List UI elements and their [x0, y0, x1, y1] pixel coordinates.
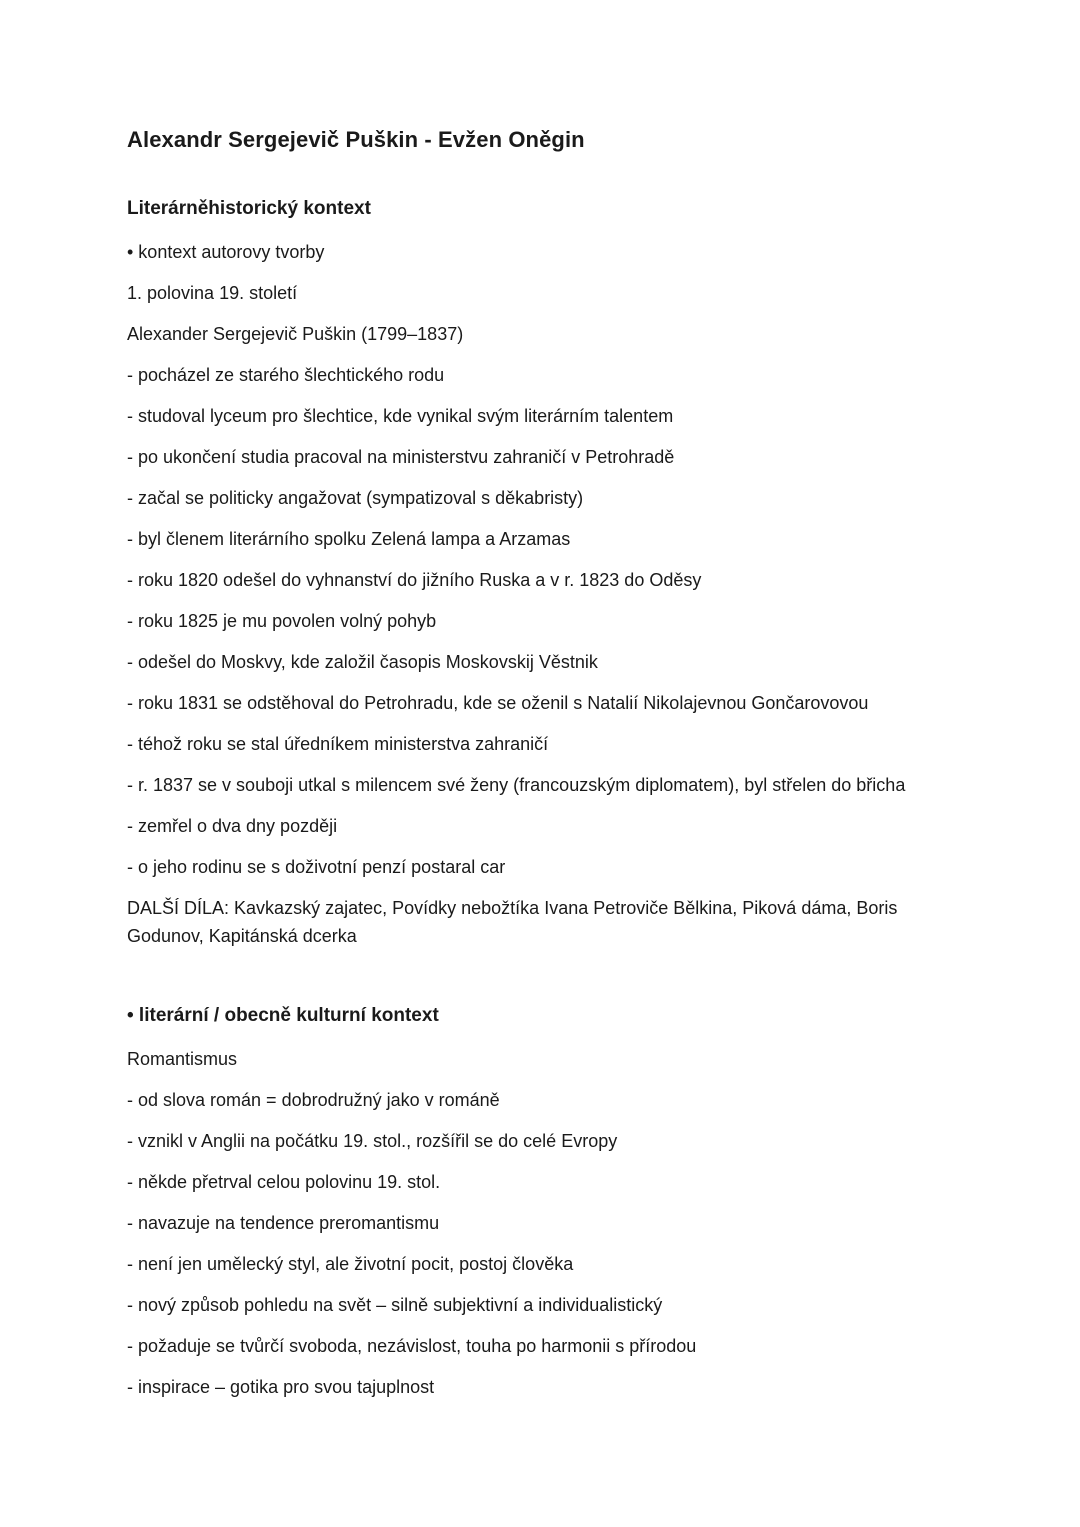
section-heading-literary-historical-context: Literárněhistorický kontext: [127, 198, 371, 219]
doc-line-official: - téhož roku se stal úředníkem ministerstva zahraničí: [127, 734, 549, 754]
doc-line-period: 1. polovina 19. století: [127, 283, 298, 303]
doc-line-england-origin: - vznikl v Anglii na počátku 19. stol., rozšířil se do celé Evropy: [127, 1131, 618, 1151]
doc-line-exile-1820: - roku 1820 odešel do vyhnanství do jižního Ruska a v r. 1823 do Oděsy: [127, 570, 702, 590]
doc-line-politics: - začal se politicky angažovat (sympatizoval s děkabristy): [127, 488, 584, 508]
doc-line-author-dates: Alexander Sergejevič Puškin (1799–1837): [127, 324, 464, 344]
doc-line-lasted: - někde přetrval celou polovinu 19. stol.: [127, 1172, 441, 1192]
section-heading-literary-cultural-context: • literární / obecně kulturní kontext: [127, 1005, 439, 1026]
doc-line-lyceum: - studoval lyceum pro šlechtice, kde vynikal svým literárním talentem: [127, 406, 674, 426]
document-title: Alexandr Sergejevič Puškin - Evžen Oněgin: [127, 127, 585, 152]
doc-line-other-works: DALŠÍ DÍLA: Kavkazský zajatec, Povídky nebožtíka Ivana Petroviče Bělkina, Piková dáma, Boris Godunov, Kapitánská dcerka: [127, 898, 898, 946]
doc-line-romanticism: Romantismus: [127, 1049, 238, 1069]
doc-line-context-bullet: • kontext autorovy tvorby: [127, 242, 325, 262]
doc-line-literary-clubs: - byl členem literárního spolku Zelená lampa a Arzamas: [127, 529, 571, 549]
doc-line-roman-word: - od slova román = dobrodružný jako v románě: [127, 1090, 500, 1110]
doc-line-subjective-view: - nový způsob pohledu na svět – silně subjektivní a individualistický: [127, 1295, 663, 1315]
doc-line-marriage-1831: - roku 1831 se odstěhoval do Petrohradu, kde se oženil s Natalií Nikolajevnou Gončarovovou: [127, 693, 869, 713]
doc-line-creative-freedom: - požaduje se tvůrčí svoboda, nezávislost, touha po harmonii s přírodou: [127, 1336, 697, 1356]
doc-line-preromanticism: - navazuje na tendence preromantismu: [127, 1213, 440, 1233]
doc-line-duel-1837: - r. 1837 se v souboji utkal s milencem své ženy (francouzským diplomatem), byl střelen do břicha: [127, 775, 906, 795]
doc-line-gothic-inspiration: - inspirace – gotika pro svou tajuplnost: [127, 1377, 435, 1397]
doc-line-freedom-1825: - roku 1825 je mu povolen volný pohyb: [127, 611, 437, 631]
doc-line-life-attitude: - není jen umělecký styl, ale životní pocit, postoj člověka: [127, 1254, 574, 1274]
doc-line-ministry: - po ukončení studia pracoval na ministerstvu zahraničí v Petrohradě: [127, 447, 675, 467]
doc-line-tsar-pension: - o jeho rodinu se s doživotní penzí postaral car: [127, 857, 506, 877]
doc-line-death: - zemřel o dva dny později: [127, 816, 338, 836]
doc-line-moscow-journal: - odešel do Moskvy, kde založil časopis Moskovskij Věstnik: [127, 652, 598, 672]
doc-line-origin: - pocházel ze starého šlechtického rodu: [127, 365, 445, 385]
